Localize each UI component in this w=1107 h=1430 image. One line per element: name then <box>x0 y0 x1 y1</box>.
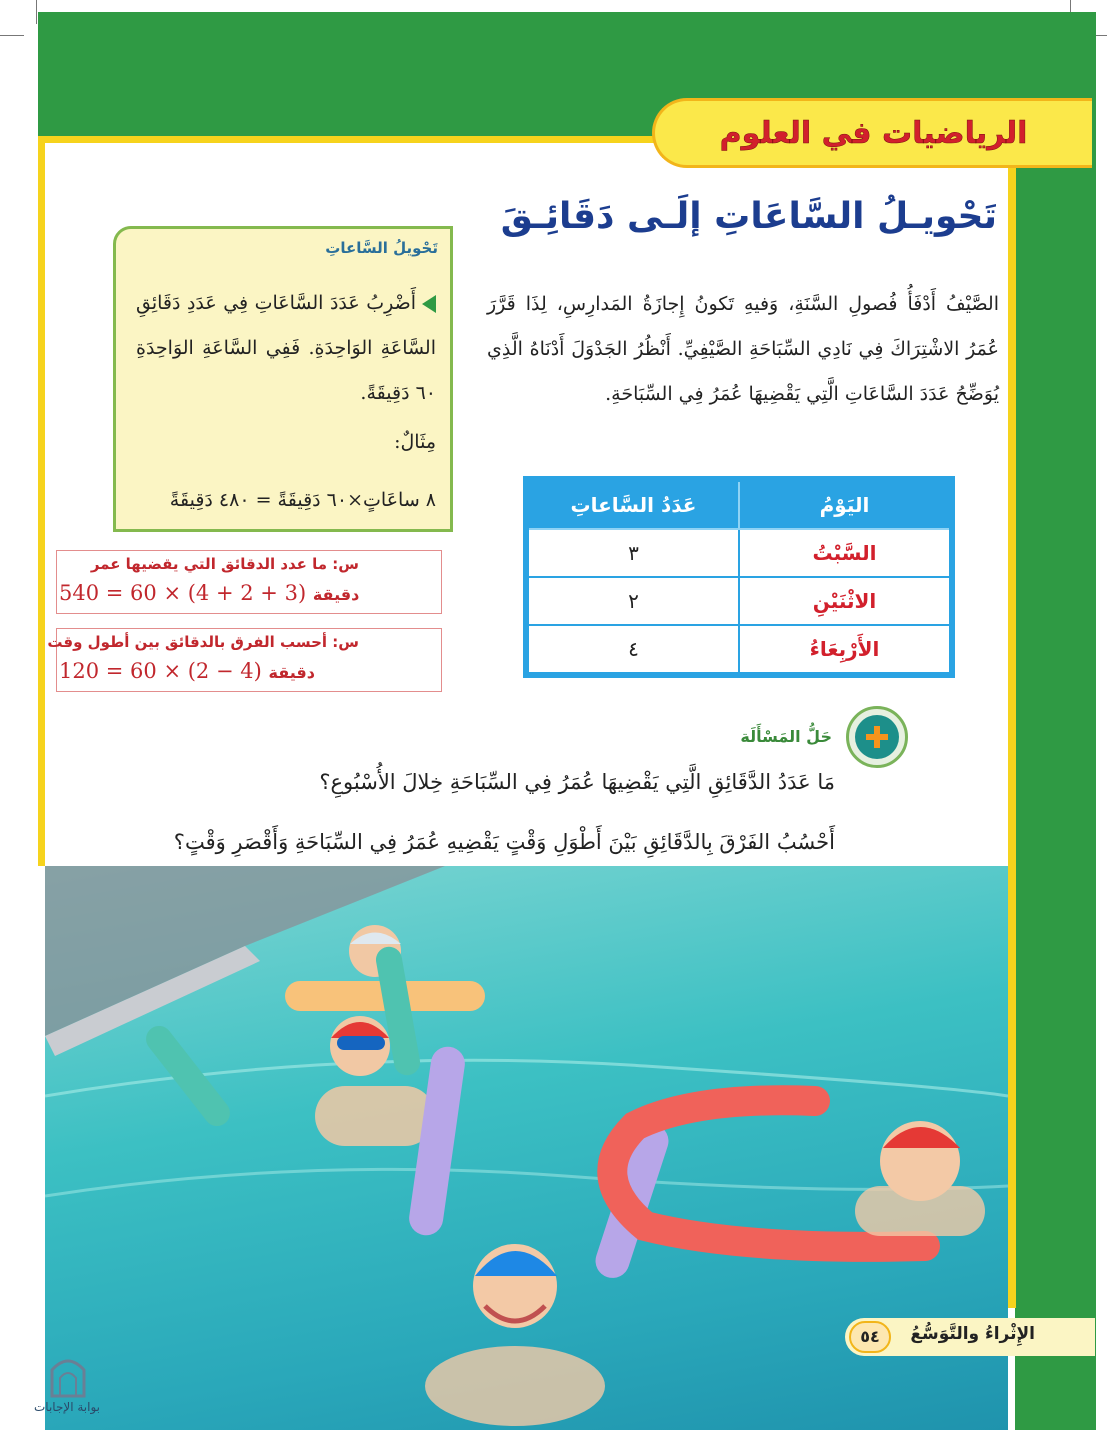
header-hours: عَدَدُ السَّاعاتِ <box>526 479 739 529</box>
tip-box-body: أَضْرِبُ عَدَدَ السَّاعَاتِ فِي عَدَدِ دَقَائِقِ السَّاعَةِ الوَاحِدَةِ. فَفِي السَّاعَةِ الوَاحِدَةِ ٦٠ دَقِيقَةً. <box>136 292 436 404</box>
answer-question: س: ما عدد الدقائق التي يقضيها عمر <box>90 555 359 573</box>
frame-right <box>1008 168 1016 1308</box>
answer-box-2 <box>47 628 442 692</box>
frame-top <box>38 136 678 143</box>
table-row <box>526 529 952 577</box>
cell-day: الأَرْبِعَاءُ <box>739 625 952 675</box>
watermark-text: بوابة الإجابات <box>34 1400 101 1414</box>
page-title: تَحْويـلُ السَّاعَاتِ إلَـى دَقَائِـقَ <box>500 196 997 237</box>
cell-hours: ٣ <box>526 529 739 577</box>
header-day: اليَوْمُ <box>739 479 952 529</box>
cell-hours: ٢ <box>526 577 739 625</box>
banner-text: الرياضيات في العلوم <box>719 115 1028 151</box>
frame-left <box>38 136 45 866</box>
section-banner <box>652 98 1092 168</box>
footer-section: الإِثْراءُ والتَّوَسُّعُ <box>910 1324 1035 1344</box>
problem-solving-icon <box>846 706 908 768</box>
intro-paragraph: الصَّيْفُ أَدْفَأُ فُصولِ السَّنَةِ، وَفيهِ تَكونُ إِجازَةُ المَدارِسِ، لِذَا قَرَّرَ عُمَرُ الاشْتِرَاكَ فِي نَادِي السِّبَاحَةِ الصَّيْفِيِّ. أَنْظُرُ الجَدْوَلَ أَدْنَاهُ الَّذِي يُوَضِّحُ عَدَدَ السَّاعَاتِ الَّتِي يَقْضِيهَا عُمَرُ فِي السِّبَاحَةِ. <box>487 293 999 405</box>
question-1: مَا عَدَدُ الدَّقَائِقِ الَّتِي يَقْضِيهَا عُمَرُ فِي السِّبَاحَةِ خِلالَ الأُسْبُوعِ؟ <box>319 770 835 794</box>
table-header-row <box>526 479 952 529</box>
answer-expression: دقيقة (4 − 2) × 60 = 120 <box>59 659 315 683</box>
side-band <box>1015 142 1096 1430</box>
table-row <box>526 577 952 625</box>
tip-box-title: تَحْويلُ السَّاعاتِ <box>325 239 438 257</box>
watermark-logo-icon <box>48 1352 88 1398</box>
table-row <box>526 625 952 675</box>
question-2: أَحْسُبُ الفَرْقَ بِالدَّقَائِقِ بَيْنَ أَطْوَلِ وَقْتٍ يَقْضِيهِ عُمَرُ فِي السِّبَاحَةِ وَأَقْصَرِ وَقْتٍ؟ <box>173 830 835 854</box>
answer-question: س: أحسب الفرق بالدقائق بين أطول وقت <box>47 633 359 651</box>
crop-mark <box>0 35 24 36</box>
problem-solving-label: حَلُّ المَسْأَلَة <box>740 727 832 746</box>
example-calc: ٨ ساعَاتٍ×٦٠ دَقِيقَةً = ٤٨٠ دَقِيقَةً <box>169 489 436 511</box>
answer-expression: دقيقة (3 + 2 + 4) × 60 = 540 <box>59 581 360 605</box>
arrow-icon <box>422 295 436 313</box>
cell-day: الاثْنَيْنِ <box>739 577 952 625</box>
cell-day: السَّبْتُ <box>739 529 952 577</box>
answer-box-1 <box>56 550 442 614</box>
tip-box <box>113 226 453 532</box>
example-label: مِثَالٌ: <box>394 431 436 453</box>
crop-mark <box>36 0 37 24</box>
page-number: ٥٤ <box>849 1321 891 1353</box>
tip-box-text <box>136 281 436 416</box>
hours-table <box>523 476 955 678</box>
cell-hours: ٤ <box>526 625 739 675</box>
